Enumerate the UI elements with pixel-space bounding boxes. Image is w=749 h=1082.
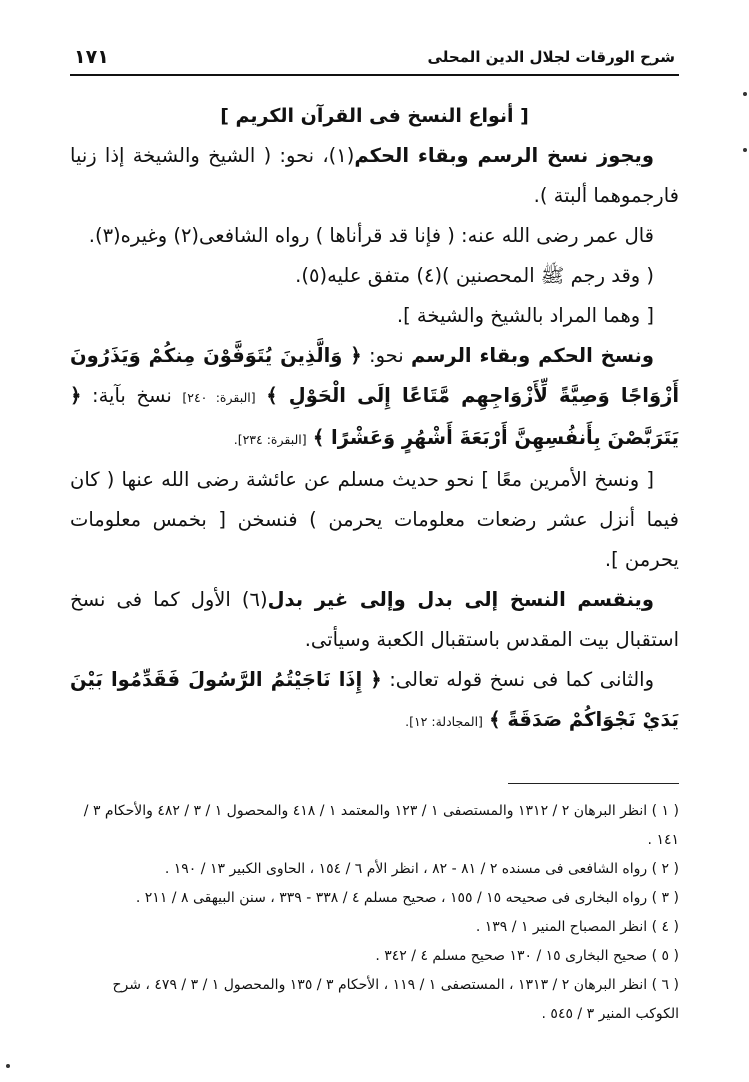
paragraph-7-lead: وينقسم النسخ إلى بدل وإلى غير بدل [267, 588, 654, 611]
paragraph-4: [ وهما المراد بالشيخ والشيخة ]. [396, 304, 654, 327]
verse-reference-2: [البقرة: ٢٣٤]. [233, 432, 307, 447]
quran-verse-1: ﴿ وَالَّذِينَ يُتَوَفَّوْنَ مِنكُمْ وَيَذَرُونَ أَزْوَاجًا وَصِيَّةً لِّأَزْوَاجِهِم مَّتَاعًا إِلَى الْحَوْلِ ﴾ [70, 344, 680, 407]
paragraph-7-text: (٦) الأول كما فى نسخ استقبال بيت المقدس باستقبال الكعبة وسيأتى. [70, 588, 679, 651]
footnote-2: ( ٢ ) رواه الشافعى فى مسنده ٢ / ٨١ - ٨٢ ، انظر الأم ٦ / ١٥٤ ، الحاوى الكبير ١٣ / ١٩٠ . [164, 861, 679, 877]
footnote-6: ( ٦ ) انظر البرهان ٢ / ١٣١٣ ، المستصفى ١ / ١١٩ ، الأحكام ٣ / ١٣٥ والمحصول ١ / ٣ / ٤٧٩ ، شرح الكوكب المنير ٣ / ٥٤٥ . [112, 977, 679, 1022]
paragraph-2: قال عمر رضى الله عنه: ( فإنا قد قرأناها ) رواه الشافعى(٢) وغيره(٣). [88, 224, 654, 247]
running-title: شرح الورقات لجلال الدين المحلى [427, 48, 675, 66]
footnote-separator [508, 783, 679, 784]
paragraph-5-lead: ونسخ الحكم وبقاء الرسم [410, 344, 654, 367]
paragraph-8-intro: والثانى كما فى نسخ قوله تعالى: [389, 668, 655, 691]
footnote-3: ( ٣ ) رواه البخارى فى صحيحه ١٥ / ١٥٥ ، صحيح مسلم ٤ / ٣٣٨ - ٣٣٩ ، سنن البيهقى ٨ / ٢١١ . [135, 890, 679, 906]
paragraph-8 [70, 660, 679, 742]
scan-mark [743, 92, 747, 96]
paragraph-5-intro: نحو: [369, 344, 404, 367]
paragraph-1-lead: ويجوز نسخ الرسم وبقاء الحكم [354, 144, 655, 167]
paragraph-3: ( وقد رجم ﷺ المحصنين )(٤) متفق عليه(٥). [295, 264, 654, 287]
paragraph-6: [ ونسخ الأمرين معًا ] نحو حديث مسلم عن عائشة رضى الله عنها ( كان فيما أنزل عشر رضعات معلومات يحرمن ) فنسخن [ بخمس معلومات يحرمن ]. [70, 468, 679, 571]
quran-verse-2: ﴿ يَتَرَبَّصْنَ بِأَنفُسِهِنَّ أَرْبَعَةَ أَشْهُرٍ وَعَشْرًا ﴾ [70, 384, 679, 449]
section-heading: [ أنواع النسخ فى القرآن الكريم ] [220, 105, 529, 127]
page-header [70, 44, 679, 76]
paragraph-1-text: (١)، نحو: ( الشيخ والشيخة إذا زنيا فارجموهما ألبتة ). [70, 144, 679, 207]
main-text [70, 96, 679, 742]
page-number: ١٧١ [74, 46, 109, 68]
verse-reference-3: [المجادلة: ١٢]. [405, 714, 483, 729]
verse-reference-1: [البقرة: ٢٤٠] [182, 390, 256, 405]
footnotes [70, 797, 679, 1029]
scan-mark [6, 1064, 10, 1068]
footnote-1: ( ١ ) انظر البرهان ٢ / ١٣١٢ والمستصفى ١ / ١٢٣ والمعتمد ١ / ٤١٨ والمحصول ١ / ٣ / ٤٨٢ والأحكام ٣ / ١٤١ . [83, 803, 679, 848]
footnote-5: ( ٥ ) صحيح البخارى ١٥ / ١٣٠ صحيح مسلم ٤ / ٣٤٢ . [375, 948, 679, 964]
footnote-4: ( ٤ ) انظر المصباح المنير ١ / ١٣٩ . [475, 919, 679, 935]
scan-mark [743, 148, 747, 152]
paragraph-7 [70, 580, 679, 660]
quran-verse-3: ﴿ إِذَا نَاجَيْتُمُ الرَّسُولَ فَقَدِّمُوا بَيْنَ يَدَيْ نَجْوَاكُمْ صَدَقَةً ﴾ [70, 668, 679, 731]
paragraph-5 [70, 336, 679, 460]
paragraph-1 [70, 136, 679, 216]
paragraph-5-middle: نسخ بآية: [92, 384, 172, 407]
